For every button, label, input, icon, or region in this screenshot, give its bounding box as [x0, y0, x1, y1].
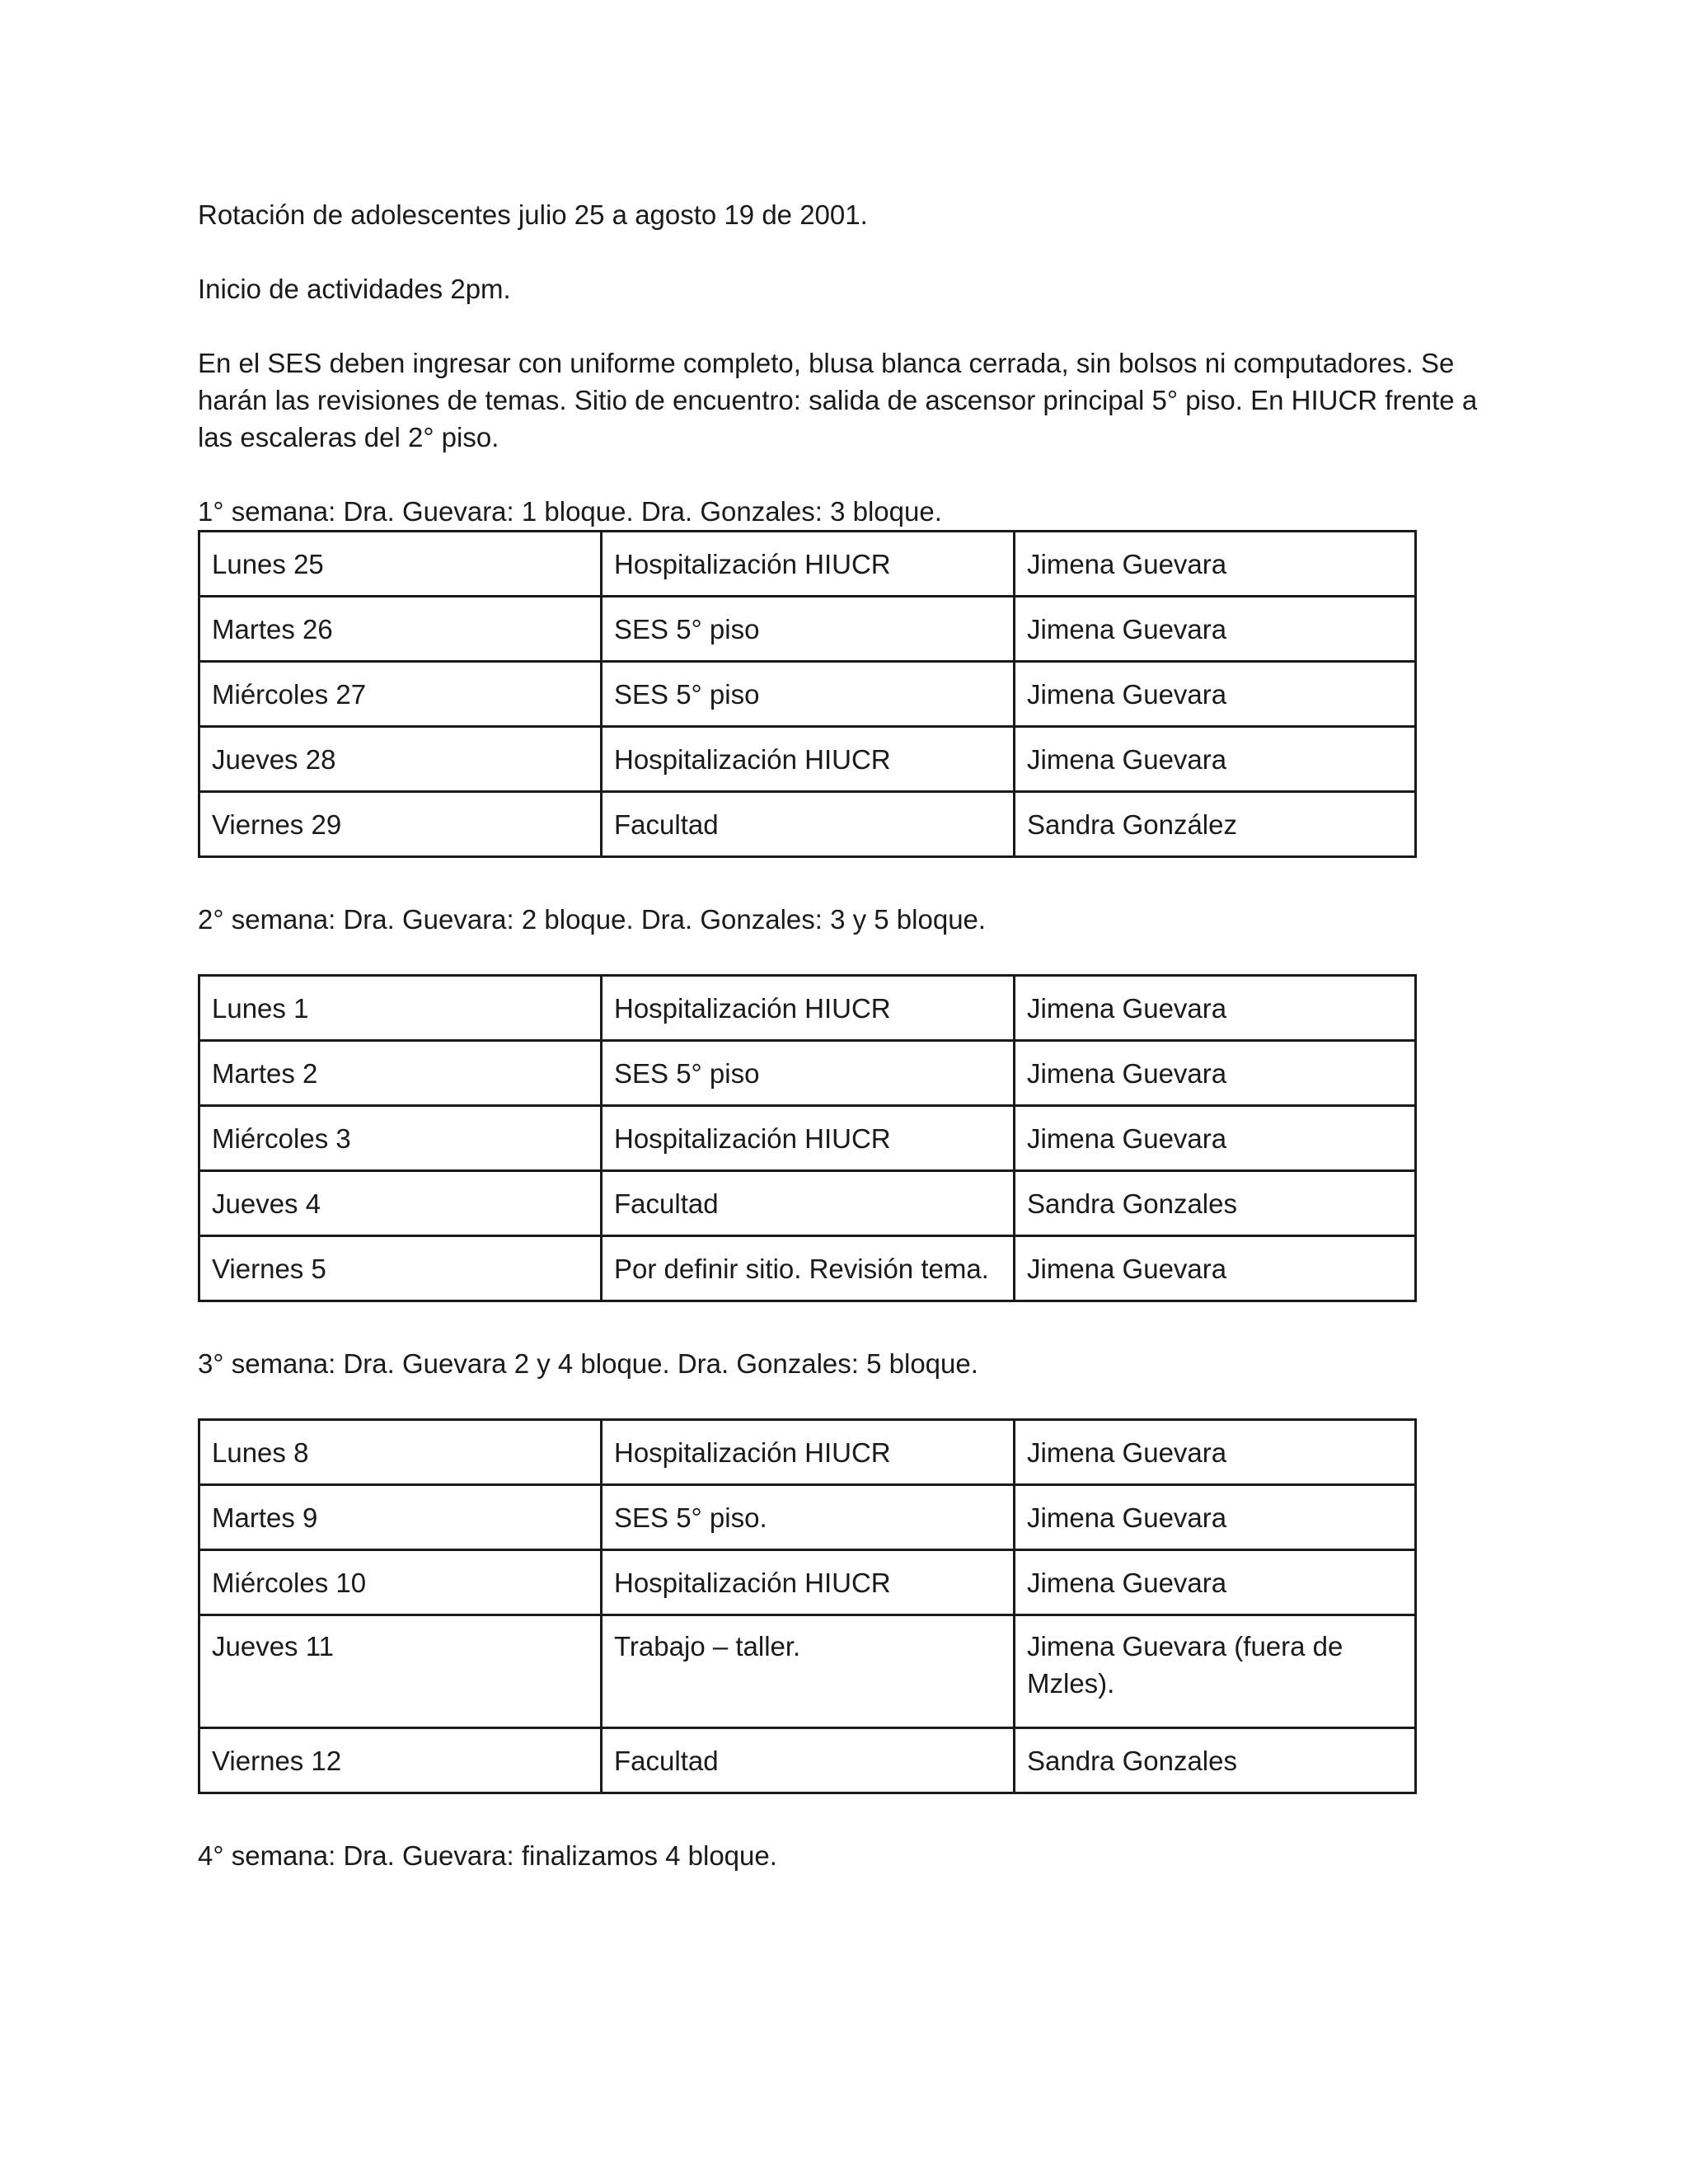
person-cell: Sandra González: [1015, 792, 1416, 857]
table-row: [199, 1615, 1416, 1728]
person-cell: Jimena Guevara: [1015, 1041, 1416, 1106]
person-cell: Jimena Guevara: [1015, 1106, 1416, 1171]
table-row: [199, 792, 1416, 857]
place-cell: Trabajo – taller.: [602, 1615, 1015, 1728]
day-cell: Martes 26: [199, 597, 602, 662]
person-cell: Sandra Gonzales: [1015, 1171, 1416, 1236]
table-row: [199, 1420, 1416, 1485]
day-cell: Jueves 11: [199, 1615, 602, 1728]
instructions-paragraph: En el SES deben ingresar con uniforme completo, blusa blanca cerrada, sin bolsos ni computadores. Se harán las revisiones de temas. Sitio de encuentro: salida de ascensor principal 5° piso. En HIUCR frente a las escaleras del 2° piso.: [198, 348, 1478, 452]
place-cell: Hospitalización HIUCR: [602, 1420, 1015, 1485]
table-row: [199, 1550, 1416, 1615]
place-cell: Facultad: [602, 1728, 1015, 1793]
day-cell: Miércoles 3: [199, 1106, 602, 1171]
table-row: [199, 1728, 1416, 1793]
person-cell: Jimena Guevara (fuera de Mzles).: [1015, 1615, 1416, 1728]
week-2-heading: 2° semana: Dra. Guevara: 2 bloque. Dra. Gonzales: 3 y 5 bloque.: [198, 904, 987, 935]
place-cell: SES 5° piso: [602, 662, 1015, 727]
document-page: [198, 196, 1517, 1874]
day-cell: Lunes 1: [199, 976, 602, 1041]
person-cell: Jimena Guevara: [1015, 1420, 1416, 1485]
week-3-table: [198, 1418, 1417, 1794]
place-cell: Hospitalización HIUCR: [602, 532, 1015, 597]
day-cell: Miércoles 10: [199, 1550, 602, 1615]
person-cell: Jimena Guevara: [1015, 597, 1416, 662]
table-row: [199, 662, 1416, 727]
place-cell: SES 5° piso.: [602, 1485, 1015, 1550]
table-row: [199, 976, 1416, 1041]
place-cell: Hospitalización HIUCR: [602, 1550, 1015, 1615]
table-row: [199, 1041, 1416, 1106]
person-cell: Jimena Guevara: [1015, 1236, 1416, 1301]
document-title: Rotación de adolescentes julio 25 a agosto 19 de 2001.: [198, 199, 868, 230]
place-cell: Por definir sitio. Revisión tema.: [602, 1236, 1015, 1301]
place-cell: Hospitalización HIUCR: [602, 976, 1015, 1041]
table-row: [199, 1236, 1416, 1301]
person-cell: Jimena Guevara: [1015, 1485, 1416, 1550]
week-2-table: [198, 974, 1417, 1302]
table-row: [199, 1106, 1416, 1171]
day-cell: Miércoles 27: [199, 662, 602, 727]
person-cell: Jimena Guevara: [1015, 662, 1416, 727]
table-row: [199, 727, 1416, 792]
place-cell: SES 5° piso: [602, 597, 1015, 662]
week-1-table: [198, 530, 1417, 858]
start-time-line: Inicio de actividades 2pm.: [198, 274, 511, 304]
day-cell: Viernes 12: [199, 1728, 602, 1793]
table-row: [199, 1171, 1416, 1236]
day-cell: Lunes 8: [199, 1420, 602, 1485]
person-cell: Jimena Guevara: [1015, 532, 1416, 597]
place-cell: SES 5° piso: [602, 1041, 1015, 1106]
day-cell: Jueves 28: [199, 727, 602, 792]
day-cell: Martes 9: [199, 1485, 602, 1550]
week-4-line: 4° semana: Dra. Guevara: finalizamos 4 bloque.: [198, 1840, 777, 1871]
day-cell: Lunes 25: [199, 532, 602, 597]
week-1-heading: 1° semana: Dra. Guevara: 1 bloque. Dra. Gonzales: 3 bloque.: [198, 496, 942, 527]
day-cell: Jueves 4: [199, 1171, 602, 1236]
week-3-heading: 3° semana: Dra. Guevara 2 y 4 bloque. Dra. Gonzales: 5 bloque.: [198, 1348, 978, 1379]
table-row: [199, 1485, 1416, 1550]
place-cell: Hospitalización HIUCR: [602, 1106, 1015, 1171]
place-cell: Hospitalización HIUCR: [602, 727, 1015, 792]
day-cell: Martes 2: [199, 1041, 602, 1106]
day-cell: Viernes 5: [199, 1236, 602, 1301]
person-cell: Jimena Guevara: [1015, 976, 1416, 1041]
person-cell: Sandra Gonzales: [1015, 1728, 1416, 1793]
person-cell: Jimena Guevara: [1015, 1550, 1416, 1615]
table-row: [199, 532, 1416, 597]
table-row: [199, 597, 1416, 662]
place-cell: Facultad: [602, 1171, 1015, 1236]
person-cell: Jimena Guevara: [1015, 727, 1416, 792]
place-cell: Facultad: [602, 792, 1015, 857]
day-cell: Viernes 29: [199, 792, 602, 857]
